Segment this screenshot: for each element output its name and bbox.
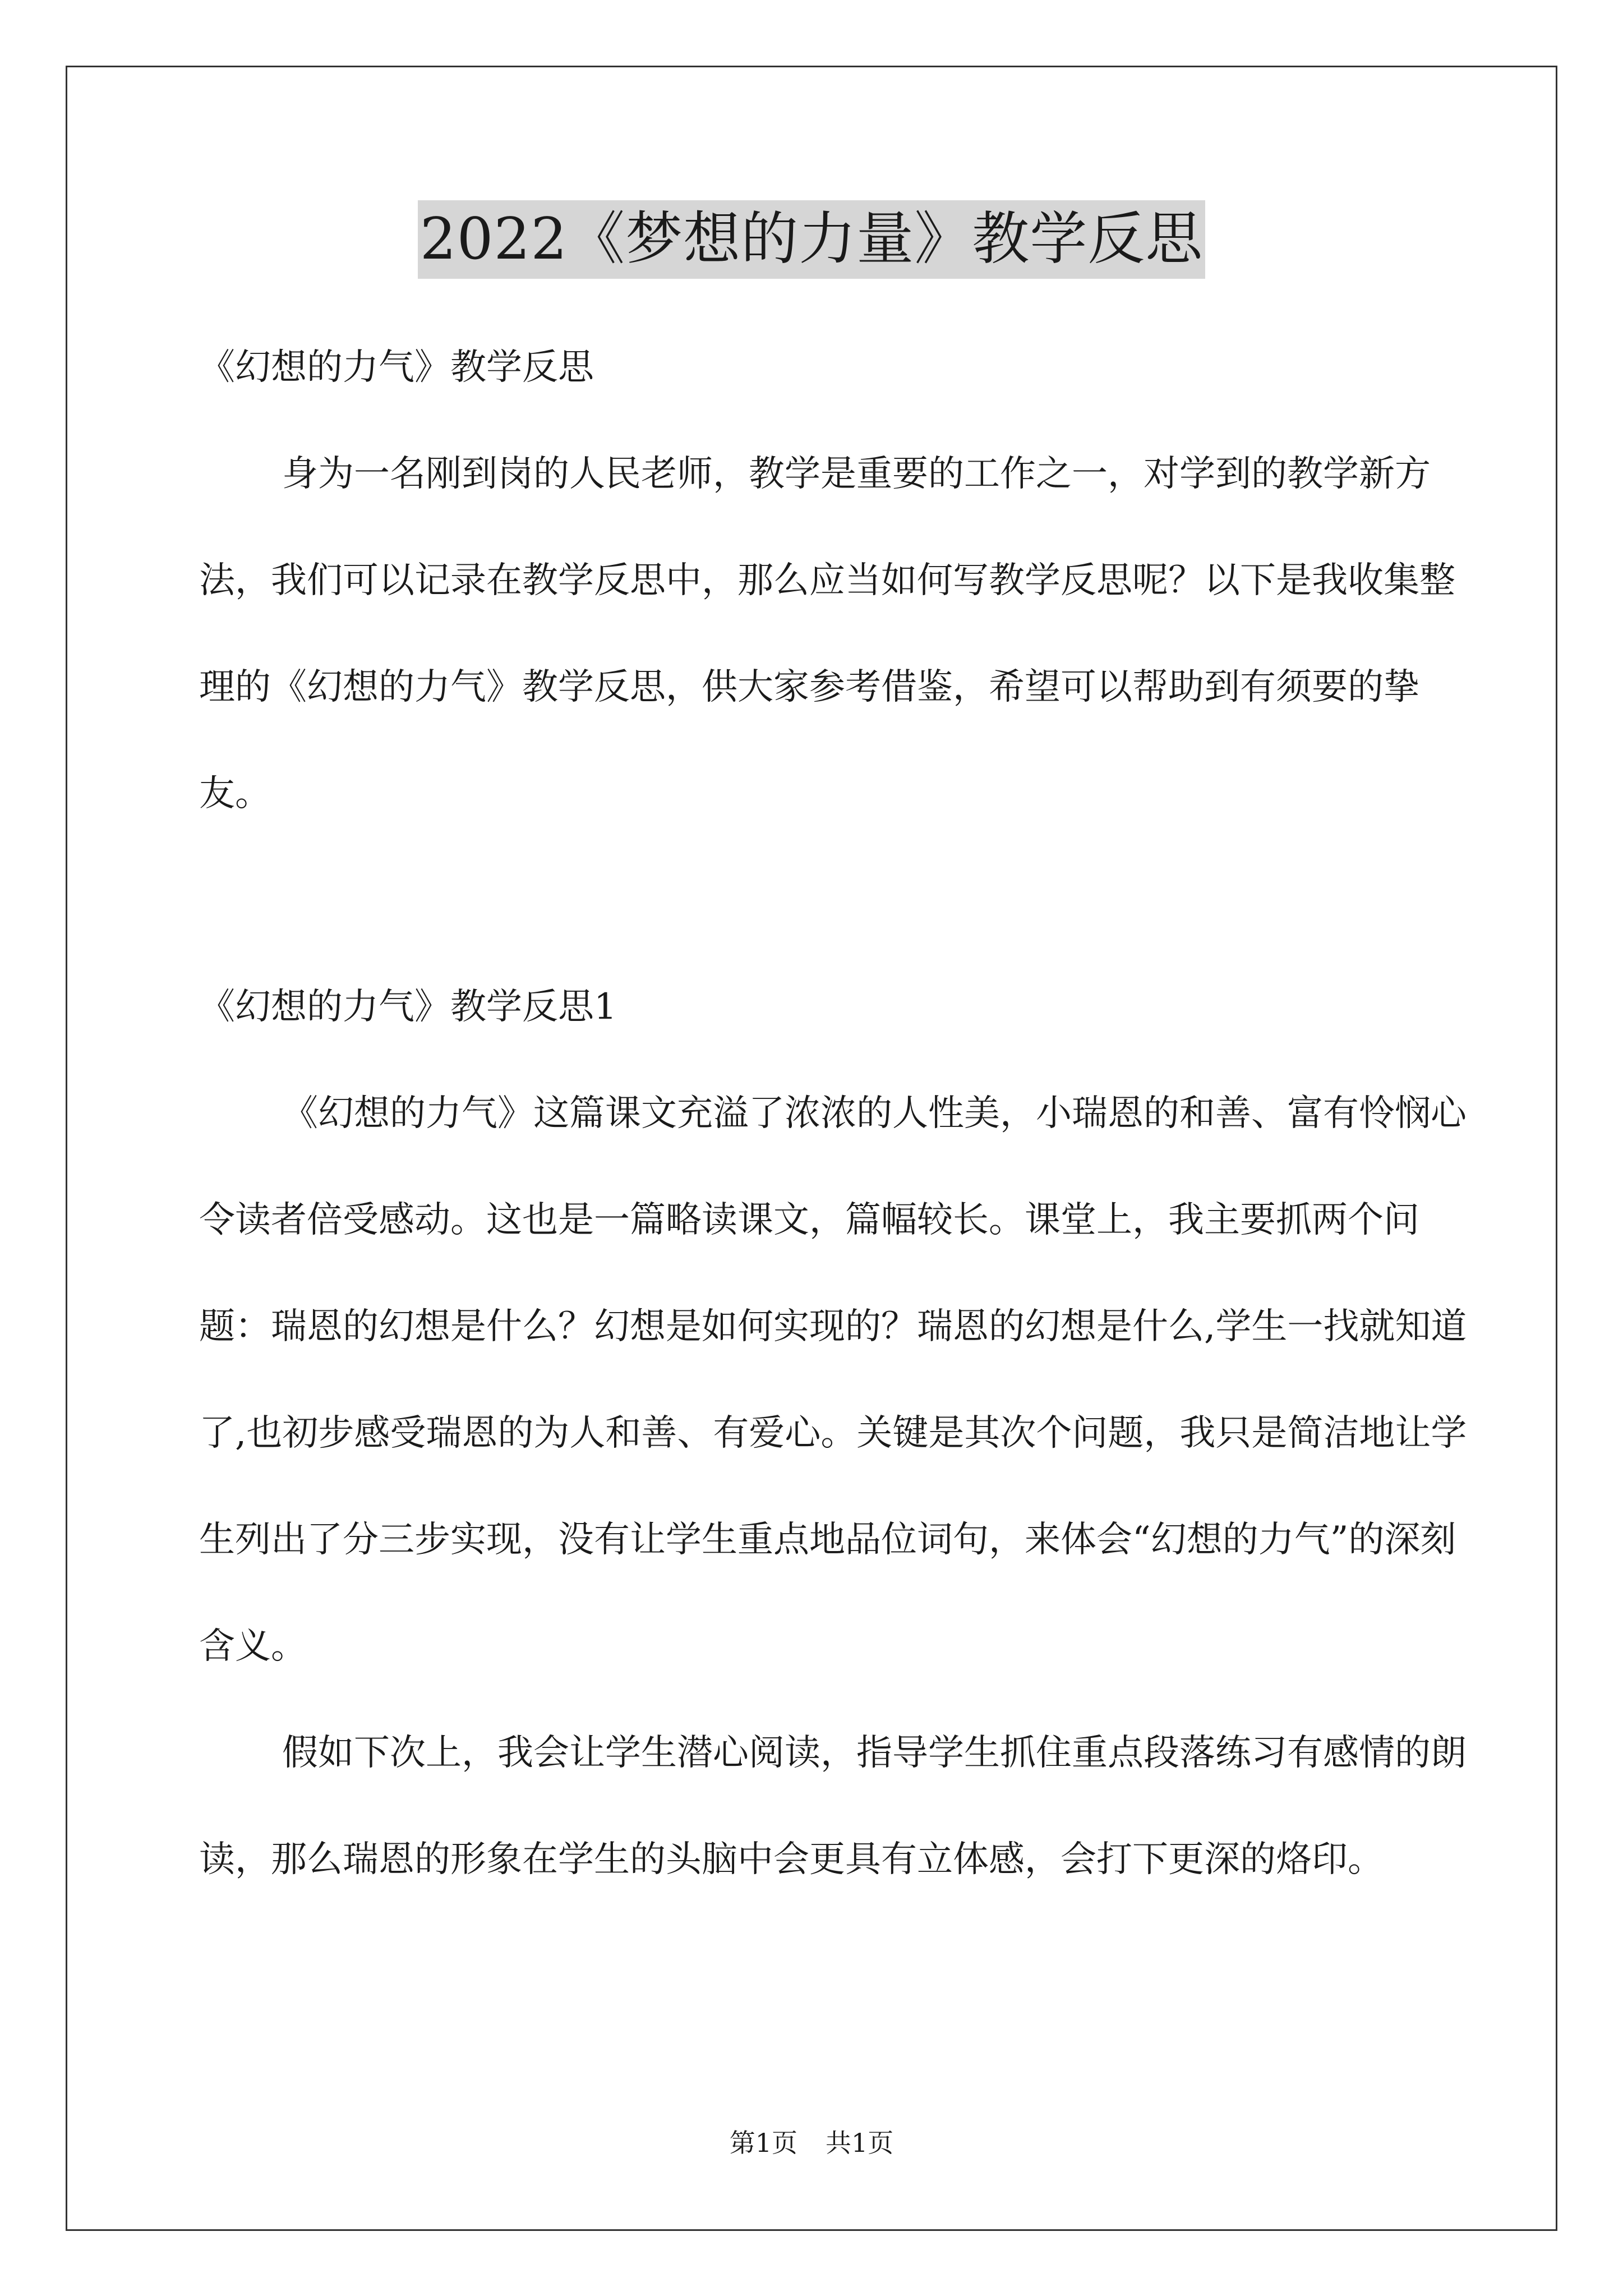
intro-paragraph: 身为一名刚到岗的人民老师，教学是重要的工作之一，对学到的教学新方法，我们可以记录在教学反思中，那么应当如何写教学反思呢？以下是我收集整理的《幻想的力气》教学反思，供大家参考借鉴，希望可以帮助到有须要的挚友。 (199, 453, 1455, 815)
document-body (199, 314, 1478, 1913)
intro-heading: 《幻想的力气》教学反思 (199, 347, 594, 388)
page-footer (0, 2126, 1623, 2160)
section1-paragraph-2: 假如下次上，我会让学生潜心阅读，指导学生抓住重点段落练习有感情的朗读，那么瑞恩的形象在学生的头脑中会更具有立体感，会打下更深的烙印。 (199, 1732, 1467, 1880)
section1-heading: 《幻想的力气》教学反思1 (199, 986, 617, 1028)
section-spacer (199, 847, 1478, 954)
section1-paragraph-1: 《幻想的力气》这篇课文充溢了浓浓的人性美，小瑞恩的和善、富有怜悯心令读者倍受感动。这也是一篇略读课文，篇幅较长。课堂上，我主要抓两个问题：瑞恩的幻想是什么？幻想是如何实现的？瑞恩的幻想是什么,学生一找就知道了,也初步感受瑞恩的为人和善、有爱心。关键是其次个问题，我只是简洁地让学生列出了分三步实现，没有让学生重点地品位词句，来体会“幻想的力气”的深刻含义。 (199, 1093, 1467, 1667)
page-number-current: 第1页 (729, 2128, 797, 2158)
document-title: 2022《梦想的力量》教学反思 (418, 200, 1206, 279)
title-container (0, 200, 1623, 279)
page-number-total: 共1页 (826, 2128, 894, 2158)
